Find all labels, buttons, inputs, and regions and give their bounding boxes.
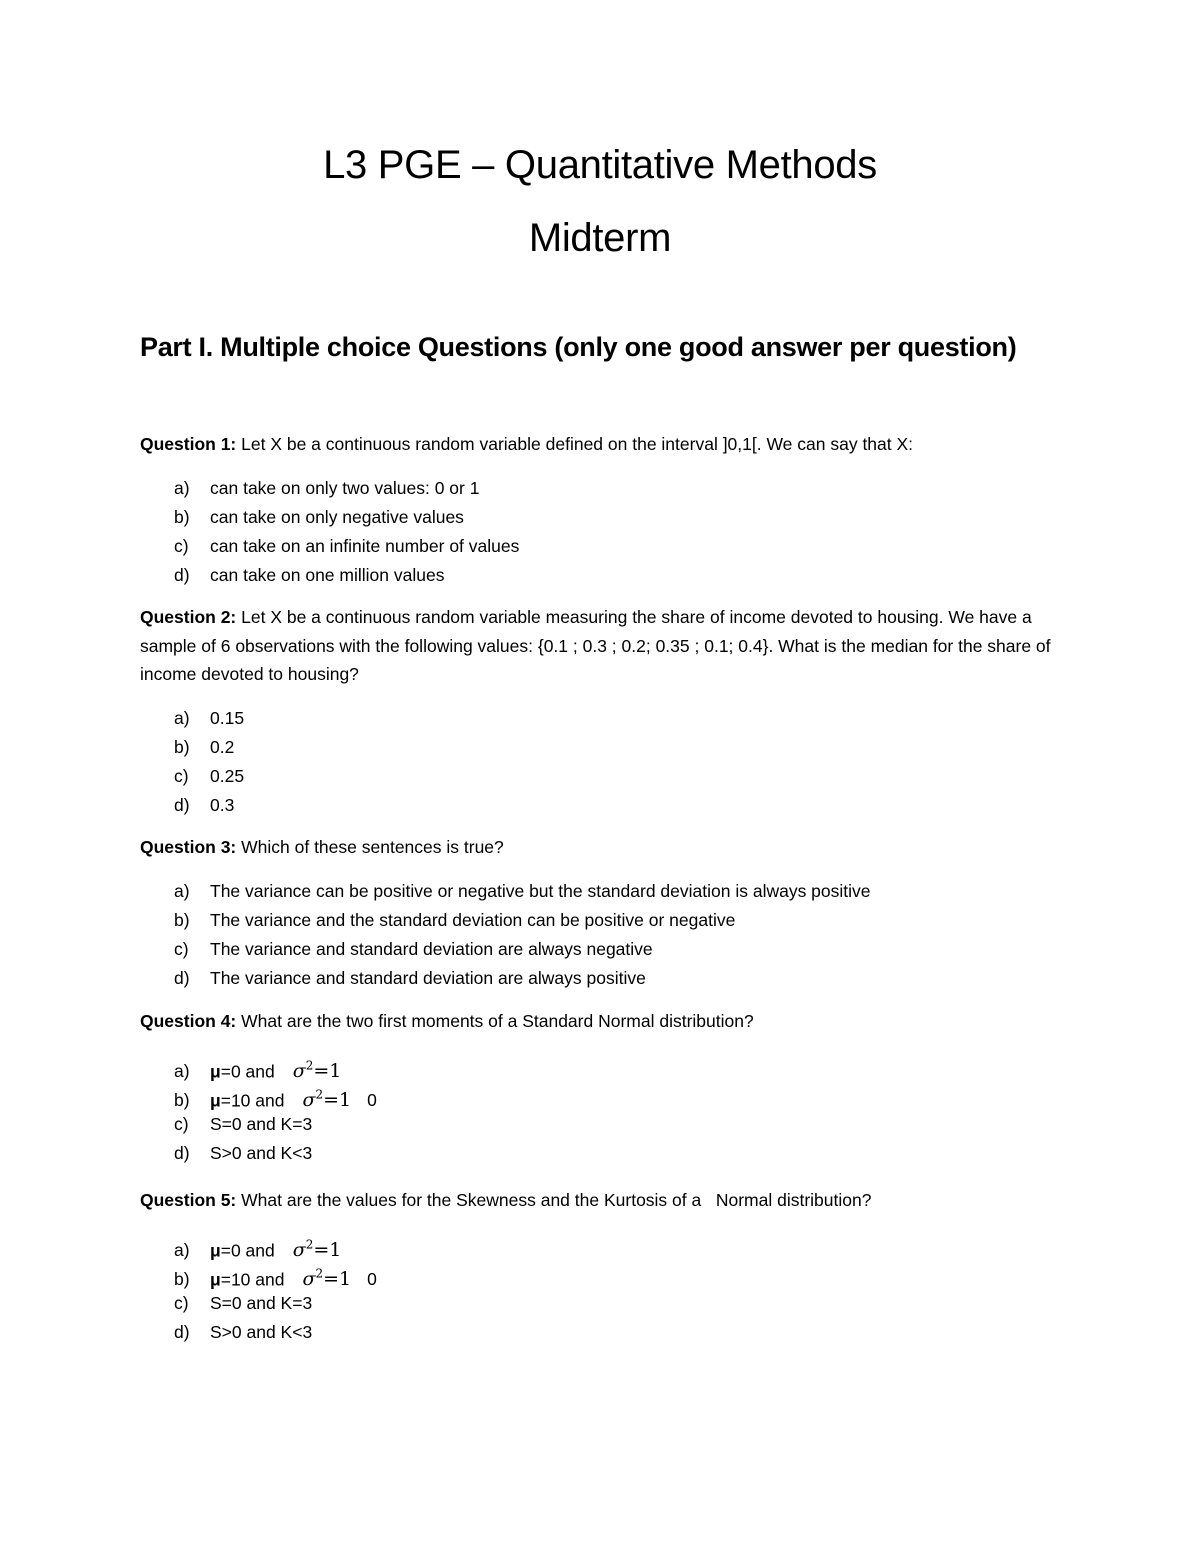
- option: [174, 964, 871, 993]
- sigma-symbol: σ: [292, 1060, 306, 1083]
- equals-value: =1: [323, 1268, 352, 1291]
- question-1-options: [174, 474, 519, 590]
- option-text: =10 and: [220, 1269, 285, 1290]
- question-label: Question 2:: [140, 607, 237, 627]
- option: [174, 532, 519, 561]
- option-text: S=0 and K=3: [210, 1293, 313, 1313]
- option-text: The variance and standard deviation are always positive: [210, 968, 646, 988]
- option-text: 0.2: [210, 737, 235, 757]
- option-letter: b): [174, 1269, 190, 1290]
- option: [174, 1260, 377, 1289]
- variance-formula: [302, 1268, 351, 1290]
- sigma-symbol: σ: [292, 1239, 306, 1262]
- option-letter: c): [174, 939, 189, 959]
- question-2-options: [174, 704, 244, 820]
- stray-digit: 0: [367, 1090, 377, 1111]
- question-text: What are the two first moments of a Standard Normal distribution?: [236, 1011, 754, 1031]
- document-subtitle: Midterm: [528, 216, 672, 260]
- option-text: =0 and: [220, 1240, 275, 1261]
- option-text: The variance can be positive or negative but the standard deviation is always positive: [210, 881, 871, 901]
- question-1: [140, 430, 1065, 459]
- option-text: The variance and the standard deviation can be positive or negative: [210, 910, 736, 930]
- option: [174, 906, 871, 935]
- option: [174, 1052, 377, 1081]
- question-text: Let X be a continuous random variable measuring the share of income devoted to housing. We have a sample of 6 observations with the following values: {0.1 ; 0.3 ; 0.2; 0.35 ; 0.1; 0.4}. What is the median for the share of income devoted to housing?: [140, 607, 1051, 685]
- option-letter: d): [174, 1322, 190, 1342]
- option: [174, 1289, 377, 1318]
- option: [174, 474, 519, 503]
- variance-formula: [293, 1060, 342, 1082]
- option-text: S>0 and K<3: [210, 1143, 313, 1163]
- option-letter: d): [174, 795, 190, 815]
- option-text: can take on one million values: [210, 565, 445, 585]
- option: [174, 1110, 377, 1139]
- option-letter: d): [174, 565, 190, 585]
- question-4: [140, 1007, 1065, 1036]
- option-letter: a): [174, 478, 190, 498]
- variance-formula: [293, 1239, 342, 1261]
- sigma-symbol: σ: [302, 1089, 316, 1112]
- question-label: Question 3:: [140, 837, 237, 857]
- option-letter: c): [174, 766, 189, 786]
- option-letter: c): [174, 1114, 189, 1134]
- option-letter: a): [174, 1240, 190, 1261]
- question-label: Question 4:: [140, 1011, 237, 1031]
- option: [174, 762, 244, 791]
- question-text: Let X be a continuous random variable defined on the interval ]0,1[. We can say that X:: [236, 434, 914, 454]
- part-heading: Part I. Multiple choice Questions (only one good answer per question): [140, 332, 1017, 362]
- option: [174, 733, 244, 762]
- option-letter: a): [174, 708, 190, 728]
- question-5: [140, 1186, 1065, 1215]
- option-letter: b): [174, 507, 190, 527]
- option-letter: a): [174, 881, 190, 901]
- stray-digit: 0: [367, 1269, 377, 1290]
- mu-symbol: μ: [210, 1269, 221, 1290]
- exponent: 2: [315, 1267, 324, 1281]
- question-5-options: [174, 1231, 377, 1347]
- option-text: can take on an infinite number of values: [210, 536, 520, 556]
- question-3: [140, 833, 1065, 862]
- exponent: 2: [315, 1088, 324, 1102]
- question-text: Which of these sentences is true?: [236, 837, 504, 857]
- mu-symbol: μ: [210, 1061, 221, 1082]
- option-text: 0.15: [210, 708, 245, 728]
- question-text: What are the values for the Skewness and the Kurtosis of a Normal distribution?: [236, 1190, 872, 1210]
- option-text: S>0 and K<3: [210, 1322, 313, 1342]
- exponent: 2: [305, 1059, 314, 1073]
- option: [174, 704, 244, 733]
- option: [174, 1081, 377, 1110]
- option-text: 0.3: [210, 795, 235, 815]
- variance-formula: [302, 1089, 351, 1111]
- question-4-options: [174, 1052, 377, 1168]
- option: [174, 1139, 377, 1168]
- question-2: [140, 603, 1065, 689]
- option: [174, 1231, 377, 1260]
- option-letter: c): [174, 1293, 189, 1313]
- mu-symbol: μ: [210, 1240, 221, 1261]
- equals-value: =1: [313, 1239, 342, 1262]
- option-text: 0.25: [210, 766, 245, 786]
- exponent: 2: [305, 1238, 314, 1252]
- option-letter: a): [174, 1061, 190, 1082]
- option-letter: c): [174, 536, 189, 556]
- option-text: =10 and: [220, 1090, 285, 1111]
- option: [174, 503, 519, 532]
- question-label: Question 5:: [140, 1190, 237, 1210]
- option-letter: d): [174, 1143, 190, 1163]
- option-letter: b): [174, 737, 190, 757]
- equals-value: =1: [323, 1089, 352, 1112]
- question-label: Question 1:: [140, 434, 237, 454]
- option: [174, 1318, 377, 1347]
- option: [174, 877, 871, 906]
- sigma-symbol: σ: [302, 1268, 316, 1291]
- option-letter: d): [174, 968, 190, 988]
- equals-value: =1: [313, 1060, 342, 1083]
- mu-symbol: μ: [210, 1090, 221, 1111]
- option: [174, 935, 871, 964]
- option: [174, 561, 519, 590]
- option-text: can take on only negative values: [210, 507, 464, 527]
- option-text: The variance and standard deviation are always negative: [210, 939, 653, 959]
- option-letter: b): [174, 1090, 190, 1111]
- document-title: L3 PGE – Quantitative Methods: [323, 143, 877, 187]
- option: [174, 791, 244, 820]
- option-text: S=0 and K=3: [210, 1114, 313, 1134]
- option-letter: b): [174, 910, 190, 930]
- question-3-options: [174, 877, 871, 993]
- option-text: =0 and: [220, 1061, 275, 1082]
- option-text: can take on only two values: 0 or 1: [210, 478, 480, 498]
